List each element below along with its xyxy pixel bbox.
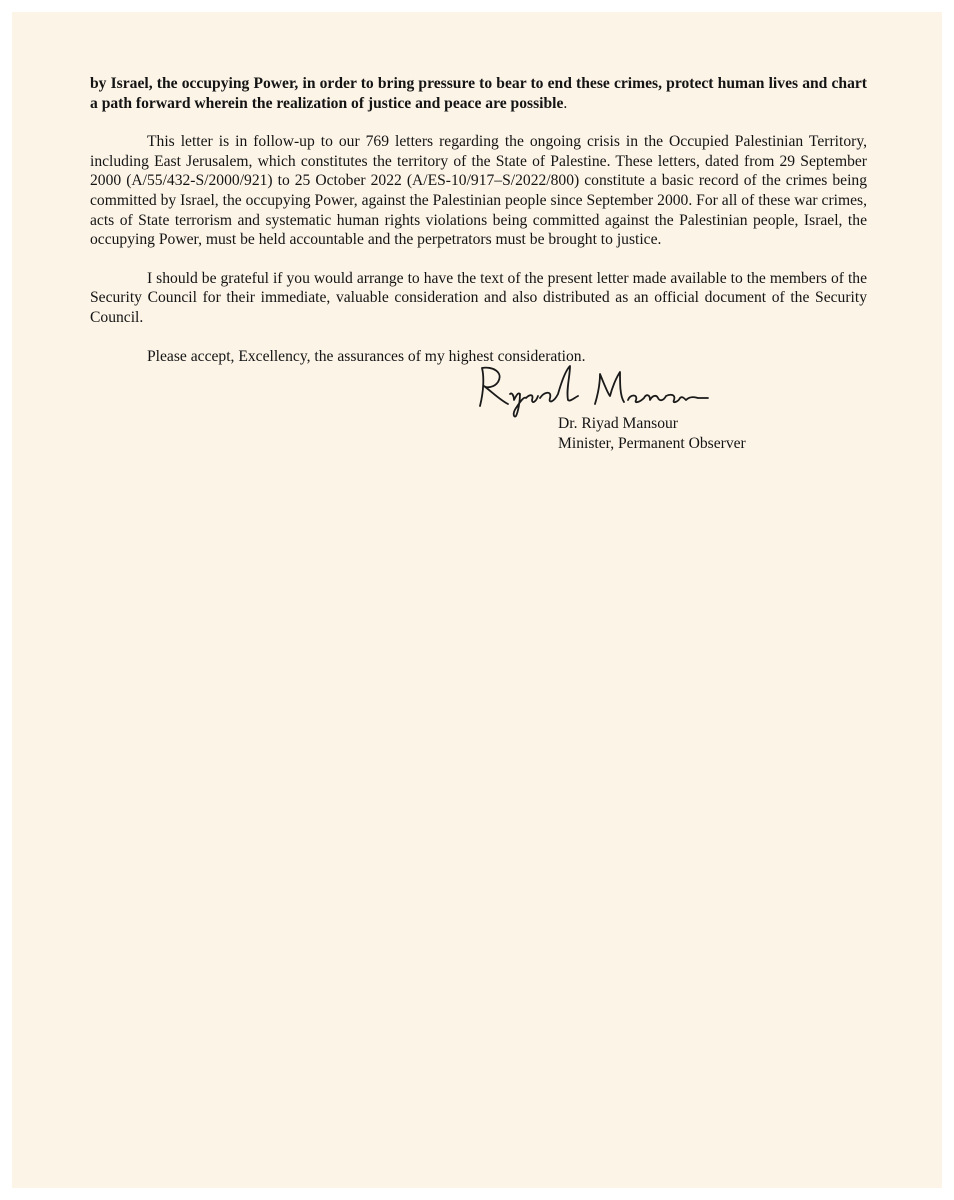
request-paragraph: I should be grateful if you would arrange to have the text of the present letter made available to the members of the Security Council for their immediate, valuable consideration and also distributed as an official document of the Security Council. [90,269,867,326]
handwritten-signature [470,358,720,420]
opening-bold-text: by Israel, the occupying Power, in order to bring pressure to bear to end these crimes, protect human lives and chart a path forward wherein the realization of justice and peace are possible [90,75,867,112]
signature-block [470,358,770,454]
closing-line: Please accept, Excellency, the assurances of my highest consideration. [147,347,586,365]
opening-paragraph [90,74,867,113]
signer-title: Minister, Permanent Observer [558,435,746,452]
opening-period: . [563,94,568,112]
followup-paragraph: This letter is in follow-up to our 769 letters regarding the ongoing crisis in the Occupied Palestinian Territory, including East Jerusalem, which constitutes the territory of the State of Palestine. These letters, dated from 29 September 2000 (A/55/432-S/2000/921) to 25 October 2022 (A/ES-10/917–S/2022/800) constitute a basic record of the crimes being committed by Israel, the occupying Power, against the Palestinian people since September 2000. For all of these war crimes, acts of State terrorism and systematic human rights violations being committed against the Palestinian people, Israel, the occupying Power, must be held accountable and the perpetrators must be brought to justice. [90,133,867,249]
signer-name: Dr. Riyad Mansour [558,415,678,432]
letter-body [90,74,867,452]
document-page [12,12,942,1188]
signature-icon [470,358,720,420]
